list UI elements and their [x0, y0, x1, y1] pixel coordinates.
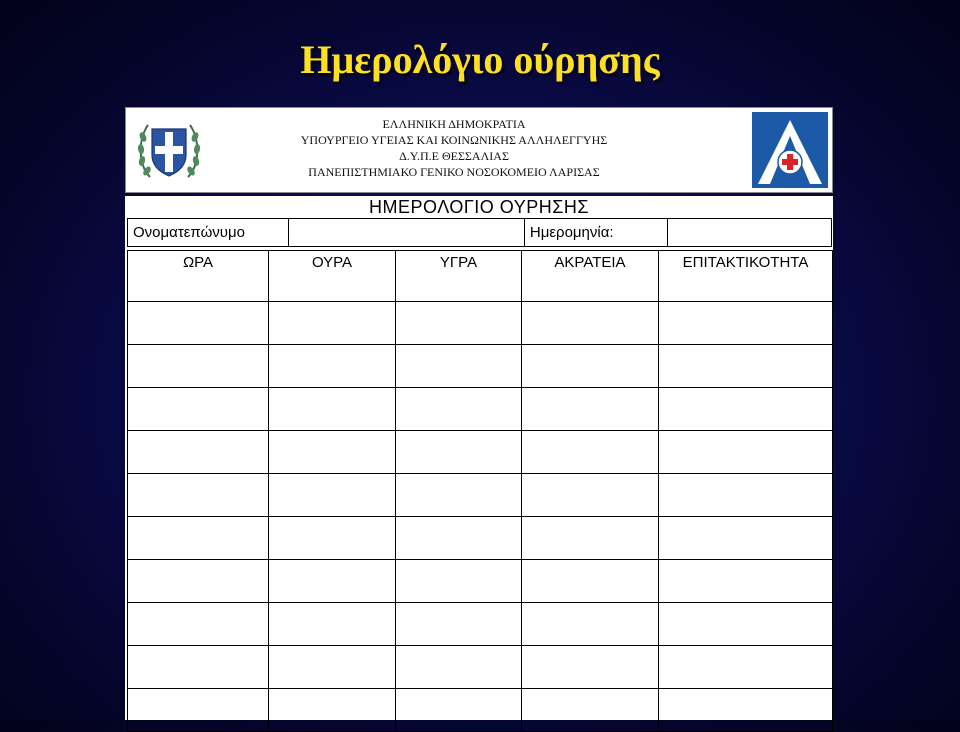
urine-cell[interactable] [269, 474, 396, 517]
column-header-fluids: ΥΓΡΑ [396, 251, 522, 302]
incontinence-cell[interactable] [522, 646, 659, 689]
urgency-cell[interactable] [659, 646, 833, 689]
urine-cell[interactable] [269, 388, 396, 431]
urine-cell[interactable] [269, 603, 396, 646]
time-cell[interactable] [128, 345, 269, 388]
time-cell[interactable] [128, 431, 269, 474]
urine-cell[interactable] [269, 560, 396, 603]
column-header-urine: ΟΥΡΑ [269, 251, 396, 302]
urgency-cell[interactable] [659, 345, 833, 388]
fluids-cell[interactable] [396, 603, 522, 646]
hospital-logo-icon [752, 112, 828, 188]
form-header [125, 107, 833, 193]
date-field[interactable] [668, 219, 831, 246]
form-title: ΗΜΕΡΟΛΟΓΙΟ ΟΥΡΗΣΗΣ [369, 197, 589, 217]
fluids-cell[interactable] [396, 474, 522, 517]
time-cell[interactable] [128, 474, 269, 517]
header-line-hospital: ΠΑΝΕΠΙΣΤΗΜΙΑΚΟ ΓΕΝΙΚΟ ΝΟΣΟΚΟΜΕΙΟ ΛΑΡΙΣΑΣ [308, 165, 600, 179]
time-cell[interactable] [128, 689, 269, 732]
header-line-republic: ΕΛΛΗΝΙΚΗ ΔΗΜΟΚΡΑΤΙΑ [382, 117, 526, 131]
slide-title: Ημερολόγιο ούρησης [300, 37, 660, 82]
table-row [128, 689, 833, 732]
table-row [128, 388, 833, 431]
urgency-cell[interactable] [659, 517, 833, 560]
name-label: Ονοματεπώνυμο [128, 219, 289, 246]
urine-cell[interactable] [269, 345, 396, 388]
fluids-cell[interactable] [396, 431, 522, 474]
urination-diary-form [125, 196, 833, 720]
urine-cell[interactable] [269, 689, 396, 732]
header-line-region: Δ.Υ.Π.Ε ΘΕΣΣΑΛΙΑΣ [399, 149, 509, 163]
incontinence-cell[interactable] [522, 560, 659, 603]
incontinence-cell[interactable] [522, 431, 659, 474]
incontinence-cell[interactable] [522, 517, 659, 560]
incontinence-cell[interactable] [522, 689, 659, 732]
urgency-cell[interactable] [659, 388, 833, 431]
urgency-cell[interactable] [659, 560, 833, 603]
diary-table [127, 250, 833, 732]
table-row [128, 431, 833, 474]
table-row [128, 302, 833, 345]
time-cell[interactable] [128, 646, 269, 689]
table-row [128, 603, 833, 646]
fluids-cell[interactable] [396, 646, 522, 689]
table-row [128, 646, 833, 689]
urgency-cell[interactable] [659, 603, 833, 646]
incontinence-cell[interactable] [522, 474, 659, 517]
patient-info-row [127, 218, 832, 247]
urine-cell[interactable] [269, 302, 396, 345]
fluids-cell[interactable] [396, 517, 522, 560]
incontinence-cell[interactable] [522, 603, 659, 646]
diary-table-body [128, 302, 833, 732]
column-header-urgency: ΕΠΙΤΑΚΤΙΚΟΤΗΤΑ [659, 251, 833, 302]
incontinence-cell[interactable] [522, 345, 659, 388]
fluids-cell[interactable] [396, 388, 522, 431]
name-field[interactable] [289, 219, 525, 246]
urgency-cell[interactable] [659, 302, 833, 345]
table-row [128, 345, 833, 388]
table-header-row [128, 251, 833, 302]
table-row [128, 474, 833, 517]
urgency-cell[interactable] [659, 474, 833, 517]
urine-cell[interactable] [269, 646, 396, 689]
incontinence-cell[interactable] [522, 302, 659, 345]
column-header-time: ΩΡΑ [128, 251, 269, 302]
incontinence-cell[interactable] [522, 388, 659, 431]
time-cell[interactable] [128, 388, 269, 431]
urgency-cell[interactable] [659, 431, 833, 474]
table-row [128, 517, 833, 560]
header-institution-text [226, 116, 682, 180]
date-label: Ημερομηνία: [525, 219, 669, 246]
fluids-cell[interactable] [396, 302, 522, 345]
urine-cell[interactable] [269, 431, 396, 474]
urgency-cell[interactable] [659, 689, 833, 732]
time-cell[interactable] [128, 560, 269, 603]
header-line-ministry: ΥΠΟΥΡΓΕΙΟ ΥΓΕΙΑΣ ΚΑΙ ΚΟΙΝΩΝΙΚΗΣ ΑΛΛΗΛΕΓΓΥΗΣ [300, 133, 608, 147]
urine-cell[interactable] [269, 517, 396, 560]
time-cell[interactable] [128, 302, 269, 345]
fluids-cell[interactable] [396, 689, 522, 732]
fluids-cell[interactable] [396, 345, 522, 388]
column-header-incontinence: ΑΚΡΑΤΕΙΑ [522, 251, 659, 302]
time-cell[interactable] [128, 517, 269, 560]
time-cell[interactable] [128, 603, 269, 646]
fluids-cell[interactable] [396, 560, 522, 603]
greek-coat-of-arms-icon [136, 115, 202, 185]
table-row [128, 560, 833, 603]
